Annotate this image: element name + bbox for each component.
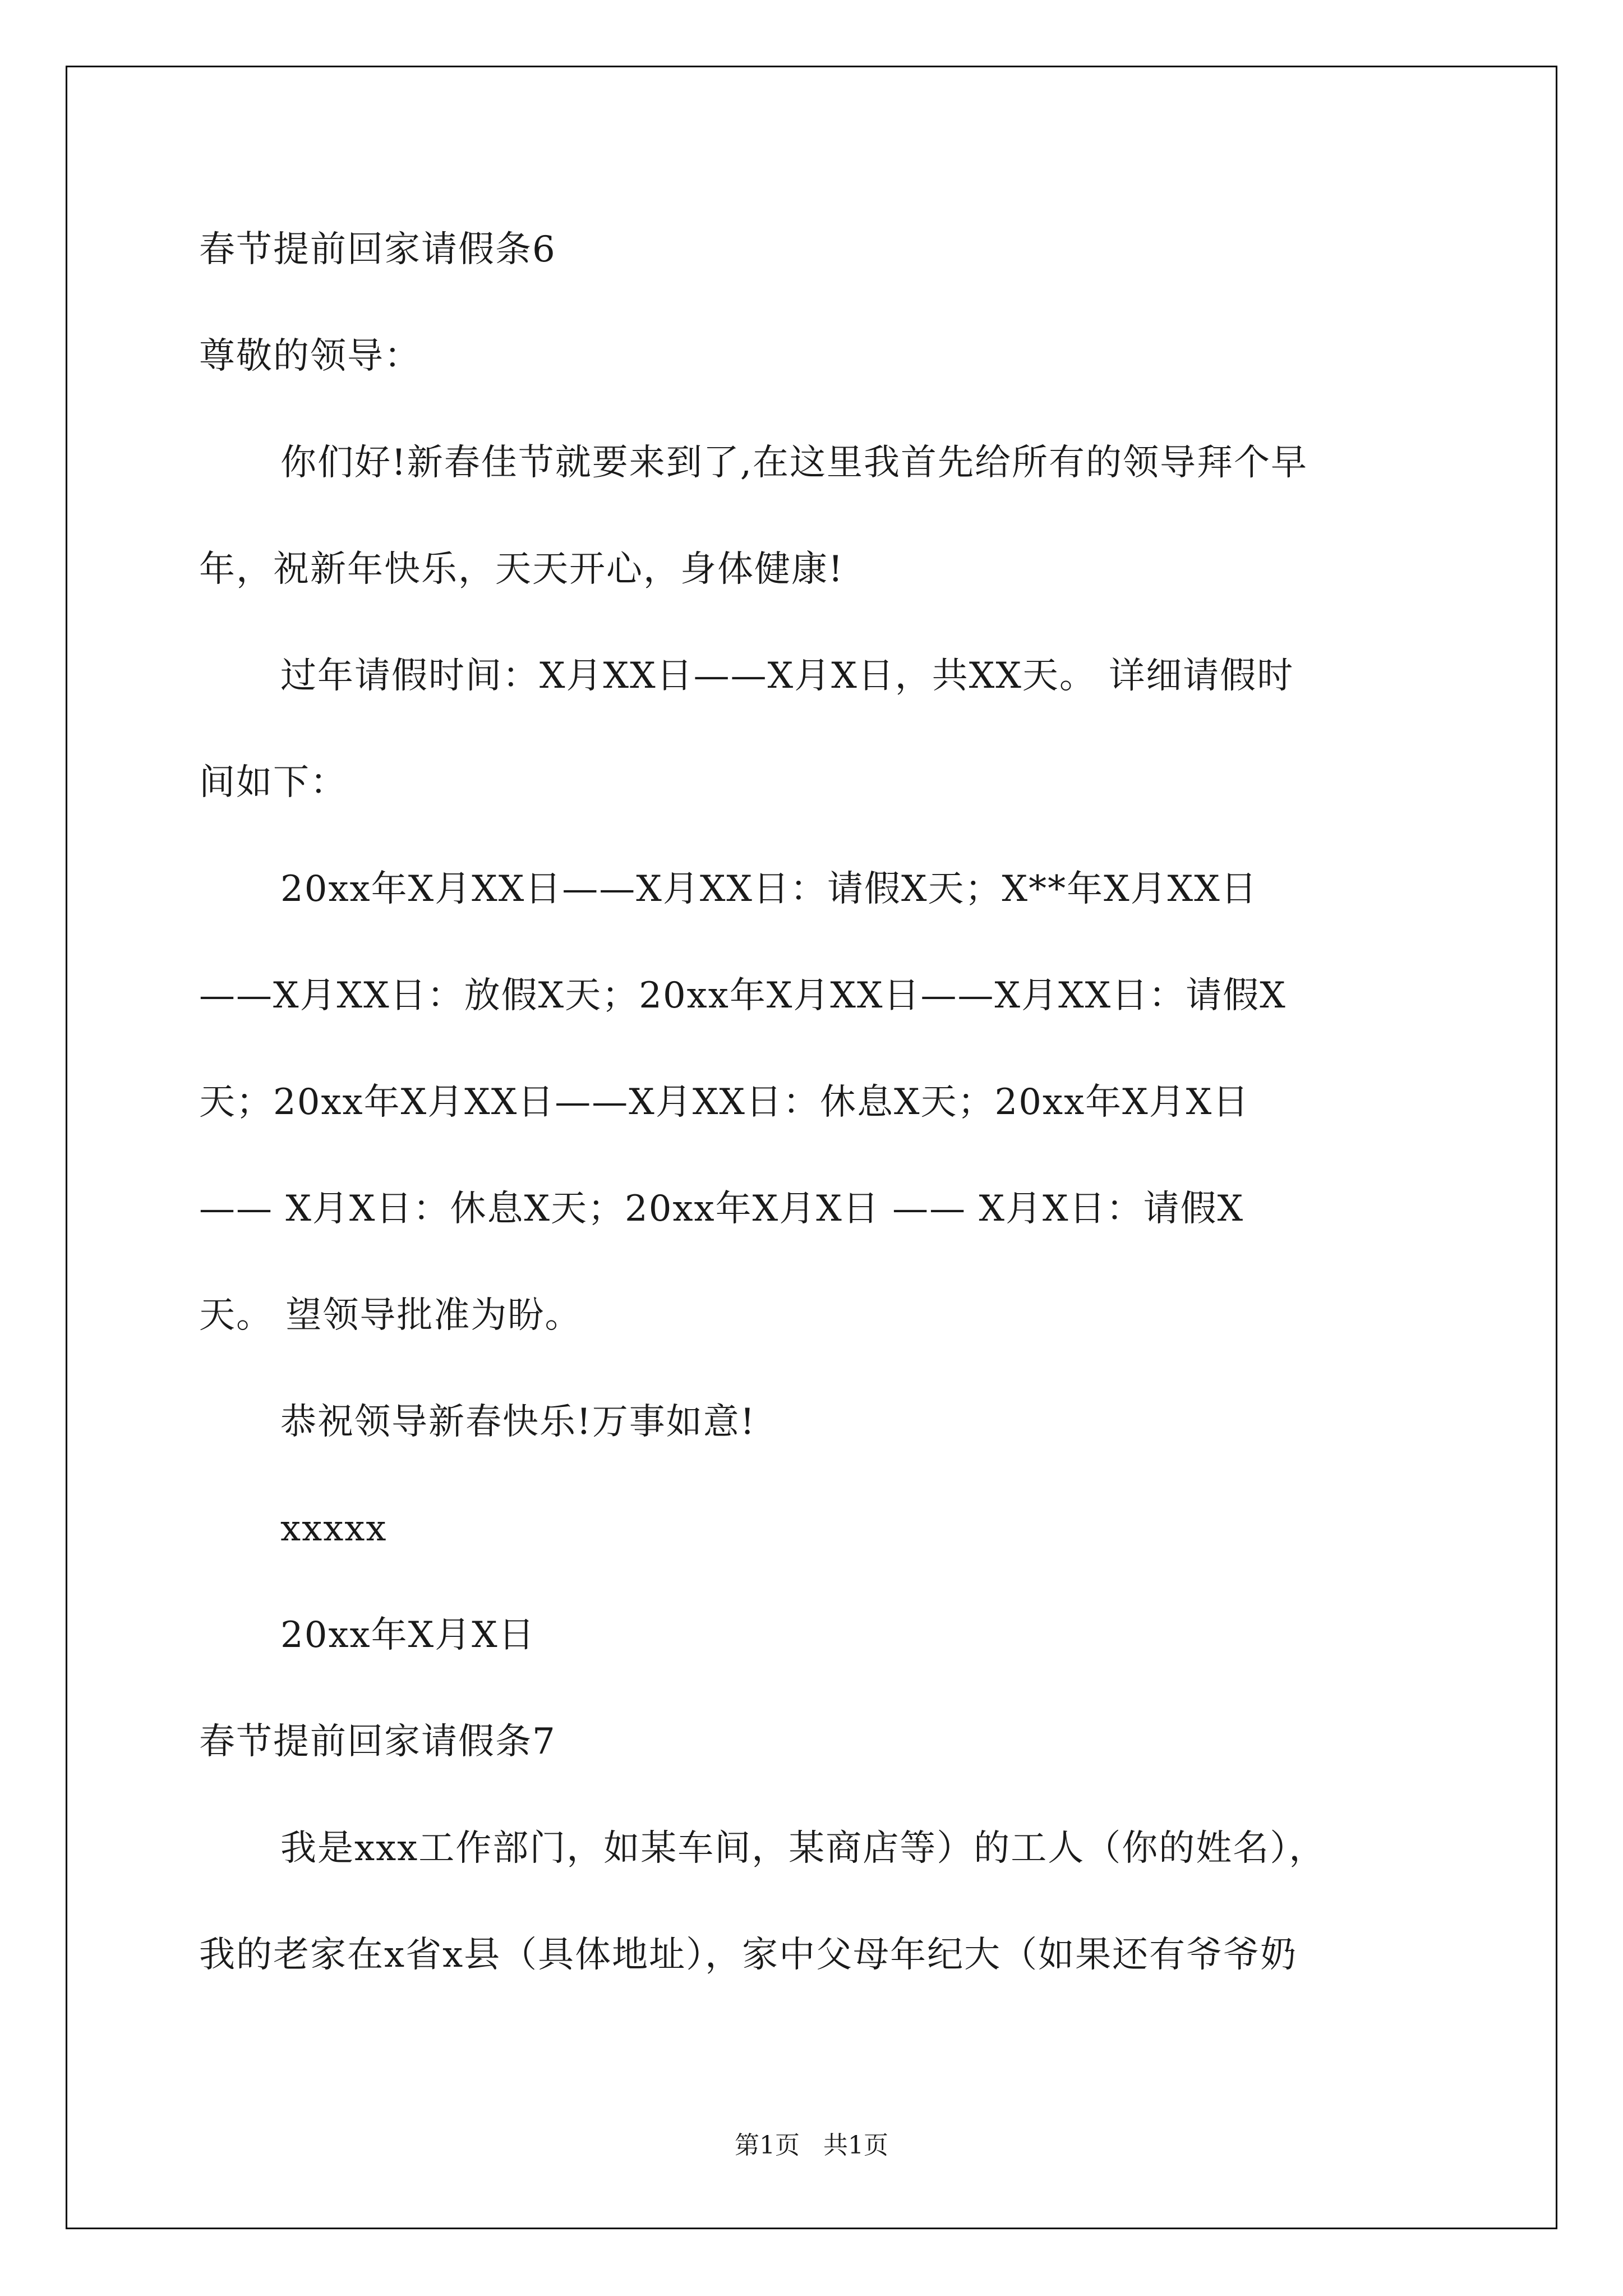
paragraph-line: 过年请假时间：X月XX日——X月X日，共XX天。 详细请假时 bbox=[280, 655, 1294, 697]
section-title-6: 春节提前回家请假条6 bbox=[199, 229, 556, 270]
section-title-7: 春节提前回家请假条7 bbox=[199, 1721, 556, 1763]
paragraph-line: 年，祝新年快乐，天天开心，身体健康! bbox=[199, 549, 844, 590]
paragraph-line: 我是xxx工作部门，如某车间，某商店等）的工人（你的姓名）， bbox=[280, 1828, 1326, 1869]
paragraph-line: ——X月XX日：放假X天；20xx年X月XX日——X月XX日：请假X bbox=[199, 975, 1287, 1016]
signature-date: 20xx年X月X日 bbox=[280, 1614, 536, 1656]
paragraph-line: 20xx年X月XX日——X月XX日：请假X天；X**年X月XX日 bbox=[280, 868, 1258, 910]
paragraph-line: 天；20xx年X月XX日——X月XX日：休息X天；20xx年X月X日 bbox=[199, 1082, 1250, 1123]
closing-wish: 恭祝领导新春快乐!万事如意! bbox=[280, 1401, 756, 1443]
paragraph-line: —— X月X日：休息X天；20xx年X月X日 —— X月X日：请假X bbox=[199, 1188, 1244, 1230]
paragraph-line: 你们好!新春佳节就要来到了,在这里我首先给所有的领导拜个早 bbox=[280, 442, 1308, 484]
paragraph-line: 间如下： bbox=[199, 762, 347, 803]
paragraph-line: 我的老家在x省x县（具体地址），家中父母年纪大（如果还有爷爷奶 bbox=[199, 1934, 1298, 1976]
salutation: 尊敬的领导： bbox=[199, 335, 421, 377]
signature-name: xxxxx bbox=[280, 1508, 388, 1549]
page-footer: 第1页 共1页 bbox=[735, 2131, 888, 2160]
paragraph-line: 天。 望领导批准为盼。 bbox=[199, 1295, 582, 1336]
page-border bbox=[66, 66, 1557, 2229]
